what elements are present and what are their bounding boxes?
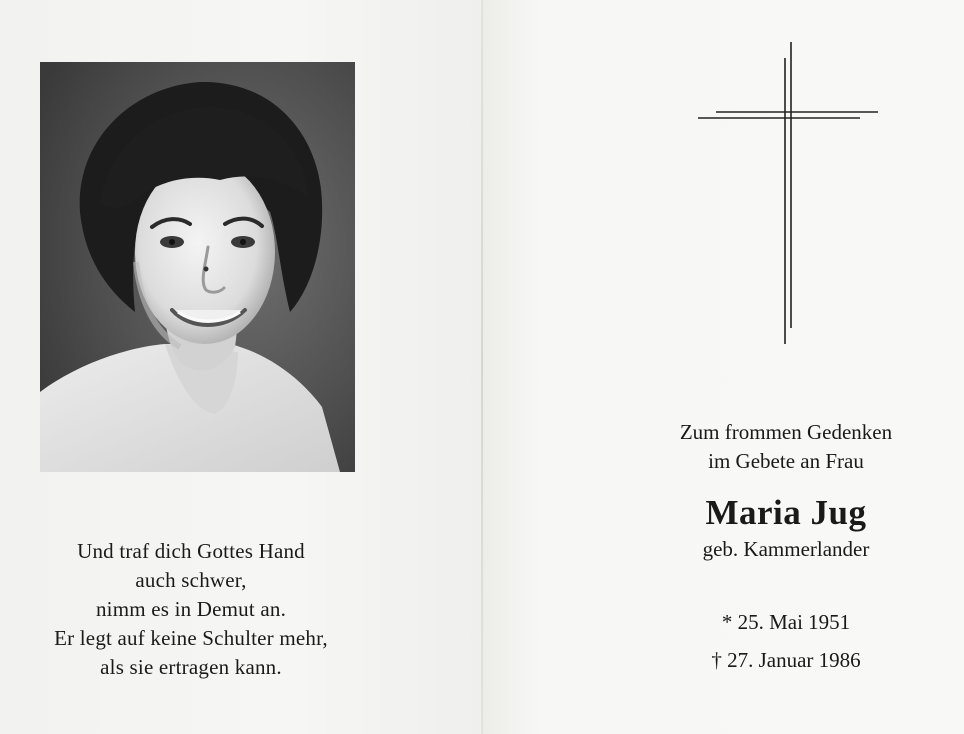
verse-line: als sie ertragen kann. [100,655,282,679]
death-date: † 27. Januar 1986 [711,648,861,672]
deceased-name: Maria Jug [705,493,867,532]
birth-date: * 25. Mai 1951 [721,610,851,634]
maiden-name: geb. Kammerlander [702,537,870,561]
memorial-text [630,418,942,679]
intro-line: Zum frommen Gedenken [679,420,893,444]
card-fold [481,0,483,734]
portrait-photo [40,62,355,472]
intro-line: im Gebete an Frau [708,449,864,473]
verse [0,537,382,682]
verse-line: nimm es in Demut an. [95,597,287,621]
verse-line: Er legt auf keine Schulter mehr, [54,626,328,650]
verse-line: auch schwer, [135,568,247,592]
verse-line: Und traf dich Gottes Hand [77,539,305,563]
cross-icon [698,40,880,346]
life-dates [630,603,942,679]
